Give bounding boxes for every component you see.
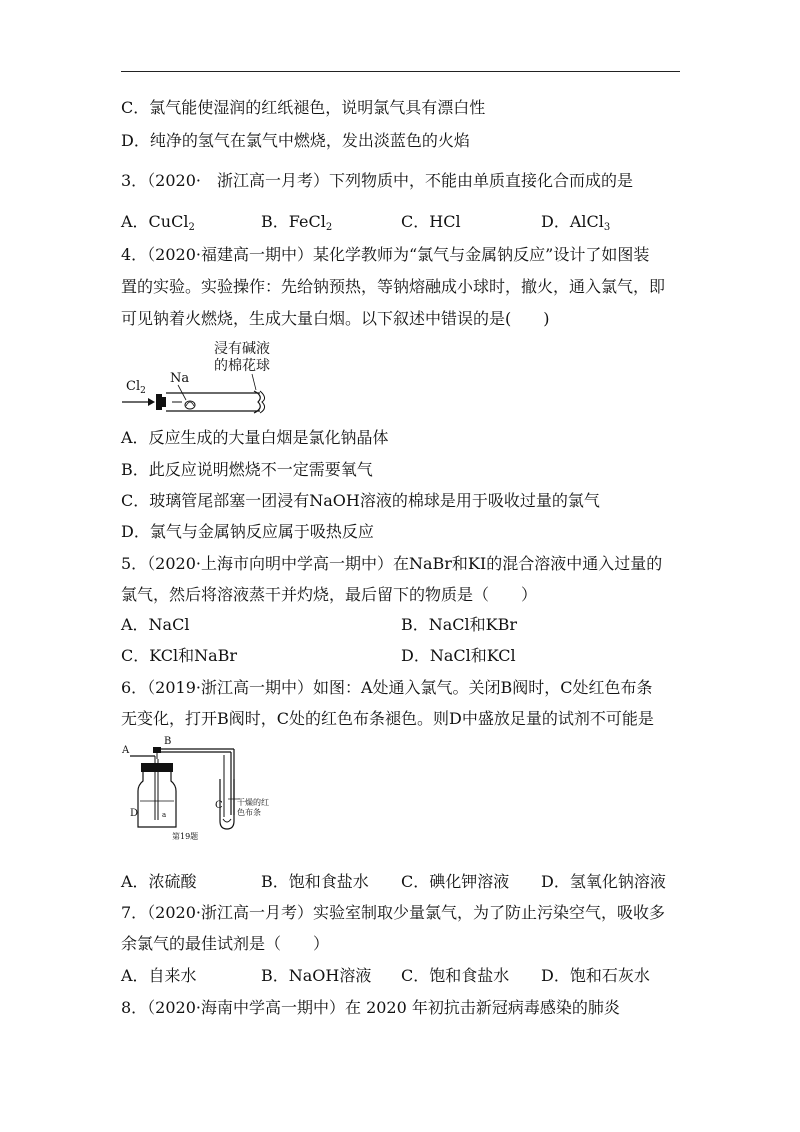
q7-option-b: B．NaOH溶液	[261, 966, 372, 985]
q3-option-d: D．AlCl$_3$	[541, 212, 611, 233]
q5-stem-line-1: 5．（2020·上海市向明中学高一期中）在NaBr和KI的混合溶液中通入过量的	[121, 554, 663, 573]
svg-text:a: a	[162, 811, 167, 819]
q6-label-c: C	[215, 800, 223, 811]
q4-stem-line-3: 可见钠着火燃烧，生成大量白烟。以下叙述中错误的是( )	[121, 309, 550, 328]
q7-stem-line-2: 余氯气的最佳试剂是（ ）	[121, 934, 330, 953]
q3-option-c: C．HCl	[401, 212, 461, 231]
q6-label-a: A	[122, 745, 130, 756]
q4-cotton-label-1: 浸有碱液	[214, 341, 270, 357]
q3-option-b: B．FeCl$_2$	[261, 212, 333, 233]
q4-option-a: A．反应生成的大量白烟是氯化钠晶体	[121, 428, 389, 447]
q6-cloth-label-1: 干燥的红	[237, 798, 269, 807]
q5-option-c: C．KCl和NaBr	[121, 646, 238, 665]
q4-cotton-label-2: 的棉花球	[214, 358, 270, 374]
q4-stem-line-1: 4．（2020·福建高一期中）某化学教师为“氯气与金属钠反应”设计了如图装	[121, 245, 650, 264]
q6-stem-line-1: 6．（2019·浙江高一期中）如图：A处通入氯气。关闭B阀时，C处红色布条	[121, 678, 653, 697]
q4-cl2-label: $Cl_2$	[126, 379, 146, 396]
q4-option-b: B．此反应说明燃烧不一定需要氧气	[121, 460, 373, 479]
q7-stem-line-1: 7．（2020·浙江高一月考）实验室制取少量氯气，为了防止污染空气，吸收多	[121, 903, 665, 922]
q6-option-a: A．浓硫酸	[121, 872, 197, 891]
q6-stem-line-2: 无变化，打开B阀时，C处的红色布条褪色。则D中盛放足量的试剂不可能是	[121, 709, 654, 728]
q6-option-c: C．碘化钾溶液	[401, 872, 510, 891]
q6-apparatus-figure	[116, 735, 276, 845]
q4-stem-line-2: 置的实验。实验操作：先给钠预热，等钠熔融成小球时，撤火，通入氯气，即	[121, 277, 666, 296]
q5-stem-line-2: 氯气，然后将溶液蒸干并灼烧，最后留下的物质是（ ）	[121, 585, 538, 604]
q6-label-d: D	[130, 808, 139, 819]
q3-option-a: A．CuCl$_2$	[121, 212, 195, 233]
q2-option-d: D．纯净的氢气在氯气中燃烧，发出淡蓝色的火焰	[121, 131, 470, 150]
q7-option-d: D．饱和石灰水	[541, 966, 650, 985]
q2-option-c: C．氯气能使湿润的红纸褪色，说明氯气具有漂白性	[121, 98, 486, 117]
q5-option-b: B．NaCl和KBr	[401, 615, 518, 634]
q4-option-d: D．氯气与金属钠反应属于吸热反应	[121, 522, 374, 541]
q8-stem: 8．（2020·海南中学高一期中）在 2020 年初抗击新冠病毒感染的肺炎	[121, 998, 620, 1017]
q6-cloth-label-2: 色布条	[237, 808, 261, 817]
q7-option-a: A．自来水	[121, 966, 197, 985]
q6-option-b: B．饱和食盐水	[261, 872, 369, 891]
q3-stem: 3．（2020· 浙江高一月考）下列物质中，不能由单质直接化合而成的是	[121, 171, 633, 190]
q5-option-a: A．NaCl	[121, 615, 190, 634]
q4-option-c: C．玻璃管尾部塞一团浸有NaOH溶液的棉球是用于吸收过量的氯气	[121, 491, 600, 510]
header-rule	[121, 71, 680, 72]
q4-na-label: Na	[170, 371, 190, 386]
q7-option-c: C．饱和食盐水	[401, 966, 510, 985]
q5-option-d: D．NaCl和KCl	[401, 646, 516, 665]
q6-label-b: B	[164, 736, 172, 747]
q6-option-d: D．氢氧化钠溶液	[541, 872, 666, 891]
q4-apparatus-figure	[118, 338, 283, 418]
q6-figure-caption: 第19题	[172, 832, 199, 841]
